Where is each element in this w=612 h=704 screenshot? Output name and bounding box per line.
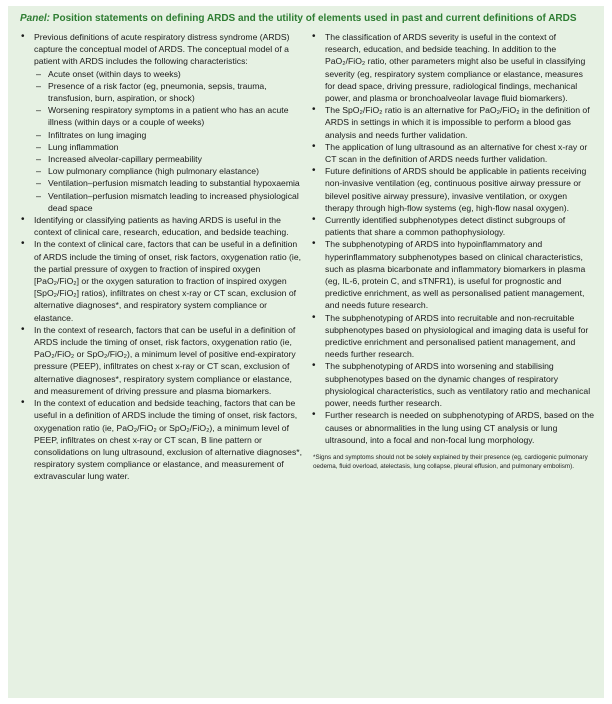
list-item: • The classification of ARDS severity is useful in the context of research, education, and bedside teaching. In addition to the PaO₂/FiO₂ ratio, other parameters might also be useful in classifying severity (eg, respiratory system compliance or elastance, measures for dead space, driving pressure, radiological findings, mechanical power, and plasma or bronchoalveolar lavage fluid biomarkers). [311,31,594,104]
list-item: • Further research is needed on subphenotyping of ARDS, based on the causes or abnormalities in the lung using CT analysis or lung ultrasound, into a focal and non-focal lung morphology. [311,409,594,446]
panel-label: Panel: [20,13,51,24]
list-item: • The subphenotyping of ARDS into worsening and stabilising subphenotypes based on the dynamic changes of respiratory physiological characteristics, such as ventilatory ratio and mechanical power, needs further research. [311,360,594,409]
list-item: • Currently identified subphenotypes detect distinct subgroups of patients that share a common pathophysiology. [311,214,594,238]
list-item-text: Previous definitions of acute respiratory distress syndrome (ARDS) capture the conceptual model of ARDS. The conceptual model of a patient with ARDS includes the following characteristics: [34,32,290,67]
panel-title-text: Position statements on defining ARDS and the utility of elements used in past and current definitions of ARDS [50,13,577,24]
left-column [20,31,303,483]
right-column [311,31,594,483]
right-list [311,31,594,446]
sub-list-item: – Acute onset (within days to weeks) [34,68,303,80]
list-item: • In the context of research, factors that can be useful in a definition of ARDS include the timing of onset, risk factors, oxygenation ratio (ie, PaO₂/FiO₂ or SpO₂/FiO₂), a minimum level of positive end-expiratory pressure (PEEP), infiltrates on chest x-ray or CT scan, exclusion of alternative diagnoses*, respiratory system compliance or elastance, and measurement of driving pressure and plasma biomarkers. [20,324,303,397]
list-item: • In the context of clinical care, factors that can be useful in a definition of ARDS include the timing of onset, risk factors, oxygenation ratio (ie, the partial pressure of oxygen to fraction of inspired oxygen [PaO₂/FiO₂] or the oxygen saturation to fraction of inspired oxygen [SpO₂/FiO₂] ratios), infiltrates on chest x-ray or CT scan, exclusion of alternative diagnoses*, and respiratory system compliance or elastance. [20,238,303,323]
list-item: • The application of lung ultrasound as an alternative for chest x-ray or CT scan in the definition of ARDS needs further validation. [311,141,594,165]
sub-list-item: – Lung inflammation [34,141,303,153]
sub-list-item: – Ventilation–perfusion mismatch leading to increased physiological dead space [34,190,303,214]
footnote: *Signs and symptoms should not be solely explained by their presence (eg, cardiogenic pulmonary oedema, fluid overload, atelectasis, lung collapse, pleural effusion, and pulmonary embolism). [313,453,588,470]
sub-list-item: – Worsening respiratory symptoms in a patient who has an acute illness (within days or a couple of weeks) [34,104,303,128]
sub-list-item: – Ventilation–perfusion mismatch leading to substantial hypoxaemia [34,177,303,189]
list-item: • The SpO₂/FiO₂ ratio is an alternative for PaO₂/FiO₂ in the definition of ARDS in settings in which it is impossible to perform a blood gas analysis and needs further validation. [311,104,594,141]
panel-title [20,12,594,25]
sub-list-item: – Increased alveolar-capillary permeability [34,153,303,165]
panel-columns [20,31,594,483]
position-statements-panel [8,6,604,698]
sub-list-item: – Low pulmonary compliance (high pulmonary elastance) [34,165,303,177]
characteristics-list [34,68,303,214]
list-item: • Future definitions of ARDS should be applicable in patients receiving non-invasive ventilation (eg, continuous positive airway pressure or bilevel positive airway pressure), invasive ventilation, or oxygen therapy through high-flow systems (eg, high-flow nasal oxygen). [311,165,594,214]
list-item: • The subphenotyping of ARDS into recruitable and non-recruitable subphenotypes based on physiological and imaging data is useful for predictive enrichment and personalised patient management, and needs further research. [311,312,594,361]
left-list [20,31,303,483]
list-item: • In the context of education and bedside teaching, factors that can be useful in a definition of ARDS include the timing of onset, risk factors, oxygenation ratio (ie, PaO₂/FiO₂ or SpO₂/FiO₂), a minimum level of PEEP, infiltrates on chest x-ray or CT scan, B line pattern or consolidations on lung ultrasound, exclusion of alternative diagnoses*, respiratory system compliance or elastance, and measurement of extravascular lung water. [20,397,303,482]
list-item [20,31,303,214]
sub-list-item: – Presence of a risk factor (eg, pneumonia, sepsis, trauma, transfusion, burn, aspiration, or shock) [34,80,303,104]
list-item: • The subphenotyping of ARDS into hypoinflammatory and hyperinflammatory subphenotypes based on clinical characteristics, such as plasma bicarbonate and inflammatory biomarkers in plasma (eg, IL-6, protein C, and sTNFR1), is useful for prognostic and predictive enrichment, as well as personalised patient management, and needs future research. [311,238,594,311]
sub-list-item: – Infiltrates on lung imaging [34,129,303,141]
list-item: • Identifying or classifying patients as having ARDS is useful in the context of clinical care, research, education, and bedside teaching. [20,214,303,238]
